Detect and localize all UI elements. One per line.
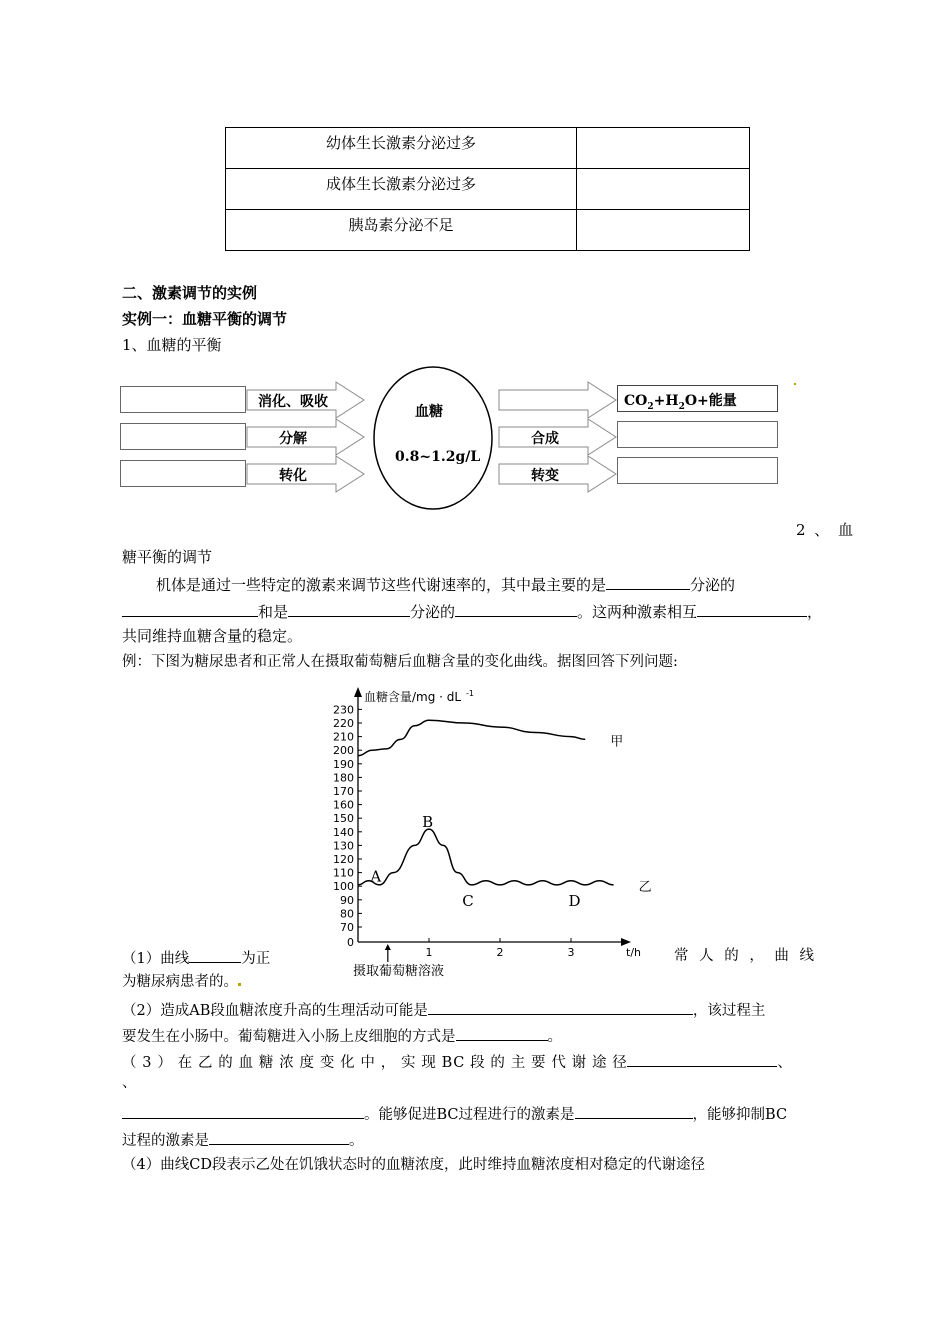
table-row: [226, 128, 750, 169]
series-line-yi: [358, 829, 614, 885]
paragraph-line-3: 共同维持血糖含量的稳定。: [122, 627, 303, 645]
section-heading: 二、激素调节的实例: [122, 284, 258, 302]
point-label-d: D: [568, 891, 581, 910]
subheading-2-left: 糖平衡的调节: [122, 548, 213, 566]
y-tick-label: 100: [333, 880, 354, 894]
series-label: 甲: [610, 734, 624, 750]
blank-field[interactable]: [697, 600, 807, 617]
point-label-b: B: [422, 812, 434, 831]
answer-cell[interactable]: [577, 210, 750, 251]
blank-field[interactable]: [122, 1102, 364, 1119]
blank-field[interactable]: [428, 998, 693, 1015]
text: 为正: [241, 951, 271, 967]
paragraph-line-1: [156, 573, 735, 595]
q3-line-2: [122, 1102, 787, 1125]
output-blank-box[interactable]: [617, 421, 778, 448]
blank-field[interactable]: [575, 1102, 693, 1119]
oval-title: 血糖: [415, 404, 443, 420]
arrow-label: 消化、吸收: [258, 394, 328, 410]
text: （ 3 ） 在 乙 的 血 糖 浓 度 变 化 中 ， 实 现 BC 段 的 主 要 代 谢 途 径: [122, 1055, 628, 1071]
condition-cell: 胰岛素分泌不足: [226, 210, 577, 251]
point-label-c: C: [462, 891, 474, 910]
q1-line-2: [122, 972, 241, 992]
y-tick-label: 150: [333, 812, 354, 826]
series-label: 乙: [638, 879, 652, 895]
text: 。: [349, 1133, 364, 1149]
x-axis-label: t/h: [626, 946, 641, 959]
intake-annotation: 摄取葡萄糖溶液: [353, 964, 445, 979]
example-intro: 例：下图为糖尿患者和正常人在摄取葡萄糖后血糖含量的变化曲线。据图回答下列问题:: [122, 654, 678, 670]
output-co2-box: [617, 385, 778, 412]
text: 分泌的: [690, 576, 736, 594]
y-axis-label-sup: -1: [466, 689, 474, 698]
table-row: [226, 169, 750, 210]
stray-dot: [238, 983, 241, 986]
text: 分泌的: [410, 603, 456, 621]
y-tick-label: 180: [333, 771, 354, 785]
y-tick-label: 130: [333, 839, 354, 853]
y-tick-label: 120: [333, 853, 354, 866]
answer-cell[interactable]: [577, 128, 750, 169]
text: （1）曲线: [122, 951, 190, 967]
point-label-a: A: [370, 867, 382, 886]
blank-field[interactable]: [288, 600, 410, 617]
text: 。能够促进BC过程进行的激素是: [364, 1107, 575, 1123]
output-blank-box[interactable]: [617, 457, 778, 484]
text: ，: [807, 603, 823, 621]
text: 和是: [258, 603, 289, 621]
arrow-decompose: [246, 417, 366, 457]
text: 。: [547, 1029, 562, 1045]
q4-line: （4）曲线CD段表示乙处在饥饿状态时的血糖浓度，此时维持血糖浓度相对稳定的代谢途径: [122, 1157, 705, 1173]
text: 机体是通过一些特定的激素来调节这些代谢速率的，其中最主要的是: [156, 576, 607, 594]
y-tick-label: 90: [340, 893, 354, 907]
arrow-digest-absorb: [246, 380, 366, 420]
text: ，该过程主: [692, 1003, 766, 1019]
intake-arrowhead: [385, 944, 391, 950]
arrow-oxidize: [498, 380, 618, 420]
y-tick-label: 220: [333, 717, 354, 730]
stray-dot: [794, 383, 796, 385]
text: 要发生在小肠中。葡萄糖进入小肠上皮细胞的方式是: [122, 1029, 456, 1045]
q1-line: [122, 946, 270, 969]
blank-field[interactable]: [122, 600, 258, 617]
q1-line-right: 常 人 的 ， 曲 线: [674, 948, 818, 964]
subheading-2-right: 2 、 血: [796, 521, 856, 539]
y-tick-label: 230: [333, 703, 354, 717]
y-axis-label: 血糖含量/mg · dL: [364, 690, 462, 704]
blood-sugar-chart: [320, 685, 660, 980]
blank-field[interactable]: [456, 1024, 548, 1041]
x-tick-label: 1: [425, 946, 433, 959]
subheading-1: 1、血糖的平衡: [122, 336, 222, 354]
blank-field[interactable]: [606, 573, 690, 590]
condition-cell: 幼体生长激素分泌过多: [226, 128, 577, 169]
blank-field[interactable]: [455, 600, 577, 617]
x-axis-arrow: [621, 938, 631, 946]
y-tick-label: 210: [333, 730, 354, 744]
text: 。这两种激素相互: [577, 603, 698, 621]
blood-sugar-oval: [372, 365, 494, 511]
table-row: [226, 210, 750, 251]
source-blank-box[interactable]: [120, 386, 246, 413]
source-blank-box[interactable]: [120, 423, 246, 450]
arrow-synthesize: [498, 417, 618, 457]
arrow-transform: [498, 454, 618, 494]
arrow-label: 转变: [531, 468, 559, 484]
arrow-convert: [246, 454, 366, 494]
oval-range: 0.8~1.2g/L: [395, 449, 481, 465]
q3-stray-comma: 、: [122, 1075, 137, 1091]
text: 为糖尿病患者的。: [122, 974, 238, 990]
y-tick-label: 160: [333, 798, 354, 812]
y-tick-label: 200: [333, 744, 354, 758]
arrow-label: 转化: [279, 468, 307, 484]
text: 过程的激素是: [122, 1133, 209, 1149]
arrow-label: 合成: [531, 431, 559, 447]
q2-line-2: [122, 1024, 562, 1047]
y-tick-label: 190: [333, 757, 354, 771]
q3-line-1: [122, 1050, 792, 1073]
condition-cell: 成体生长激素分泌过多: [226, 169, 577, 210]
series-line-jia: [358, 720, 585, 755]
source-blank-box[interactable]: [120, 460, 246, 487]
q2-line-1: [122, 998, 765, 1021]
example-title: 实例一：血糖平衡的调节: [122, 310, 288, 328]
y-tick-label: 70: [340, 921, 354, 934]
text: 、: [777, 1055, 793, 1071]
y-tick-label: 110: [333, 866, 354, 880]
blank-field[interactable]: [209, 1128, 349, 1145]
y-tick-label: 80: [340, 907, 354, 921]
y-tick-label: 140: [333, 825, 354, 839]
y-tick-label: 0: [347, 936, 354, 949]
y-axis-arrow: [354, 687, 362, 697]
answer-cell[interactable]: [577, 169, 750, 210]
x-tick-label: 2: [496, 946, 504, 959]
paragraph-line-2: [122, 600, 822, 622]
x-tick-label: 3: [567, 946, 575, 959]
hormone-table: [225, 127, 750, 251]
arrow-label: 分解: [279, 431, 307, 447]
q3-line-3: [122, 1128, 364, 1151]
output-co2-label: $CO_2+H_2O+$能量: [624, 393, 737, 412]
text: （2）造成AB段血糖浓度升高的生理活动可能是: [122, 1003, 428, 1019]
blank-field[interactable]: [627, 1050, 777, 1067]
text: ，能够抑制BC: [692, 1107, 788, 1123]
y-tick-label: 170: [333, 785, 354, 798]
blank-field[interactable]: [189, 946, 241, 963]
